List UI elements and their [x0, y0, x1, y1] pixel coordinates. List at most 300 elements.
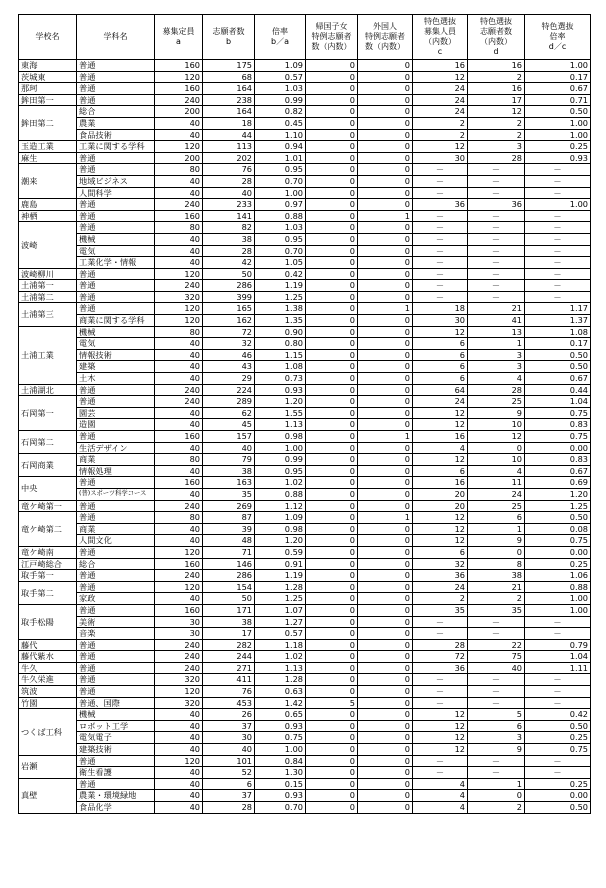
special-ratio-header: 特色選抜 倍率 d／c — [525, 15, 591, 60]
foreign-cell: 0 — [358, 407, 413, 419]
special-ratio-cell: 0.08 — [525, 523, 591, 535]
foreign-cell: 0 — [358, 199, 413, 211]
table-row — [19, 315, 591, 327]
school-name-cell: 石岡第二 — [19, 431, 77, 454]
special-ratio-cell: 0.50 — [525, 106, 591, 118]
table-row — [19, 778, 591, 790]
special-capacity-cell: 12 — [413, 523, 468, 535]
foreign-cell: 0 — [358, 488, 413, 500]
school-name-cell: 石岡商業 — [19, 454, 77, 477]
special-ratio-cell: 1.25 — [525, 500, 591, 512]
capacity-cell: 240 — [155, 396, 203, 408]
special-capacity-cell: 32 — [413, 558, 468, 570]
special-ratio-cell: 0.50 — [525, 802, 591, 814]
department-cell: 普通 — [77, 83, 155, 95]
returnee-cell: 0 — [306, 106, 358, 118]
table-row — [19, 720, 591, 732]
applicants-cell: 141 — [203, 210, 255, 222]
special-capacity-cell: 2 — [413, 129, 468, 141]
capacity-cell: 320 — [155, 674, 203, 686]
table-row — [19, 465, 591, 477]
school-name-cell: 中央 — [19, 477, 77, 500]
special-ratio-cell: 1.00 — [525, 604, 591, 616]
ratio-cell: 0.95 — [255, 465, 306, 477]
ratio-cell: 0.59 — [255, 546, 306, 558]
special-applicants-cell: 5 — [468, 709, 525, 721]
capacity-cell: 160 — [155, 558, 203, 570]
ratio-cell: 1.38 — [255, 303, 306, 315]
special-applicants-cell: 2 — [468, 593, 525, 605]
special-capacity-cell: 28 — [413, 639, 468, 651]
ratio-cell: 0.75 — [255, 732, 306, 744]
department-cell: 普通 — [77, 303, 155, 315]
department-cell: 商業に関する学科 — [77, 315, 155, 327]
returnee-cell: 0 — [306, 604, 358, 616]
special-capacity-cell: － — [413, 268, 468, 280]
table-row — [19, 512, 591, 524]
school-name-cell: 江戸崎総合 — [19, 558, 77, 570]
department-cell: 食品化学 — [77, 802, 155, 814]
capacity-cell: 240 — [155, 500, 203, 512]
foreign-cell: 0 — [358, 384, 413, 396]
ratio-cell: 0.82 — [255, 106, 306, 118]
special-applicants-cell: 11 — [468, 477, 525, 489]
table-row — [19, 686, 591, 698]
special-capacity-cell: 16 — [413, 431, 468, 443]
capacity-cell: 40 — [155, 767, 203, 779]
table-row — [19, 546, 591, 558]
capacity-cell: 160 — [155, 83, 203, 95]
department-cell: 普通 — [77, 222, 155, 234]
ratio-cell: 1.20 — [255, 396, 306, 408]
ratio-cell: 1.35 — [255, 315, 306, 327]
capacity-cell: 160 — [155, 604, 203, 616]
applicants-header: 志願者数 b — [203, 15, 255, 60]
applicants-cell: 44 — [203, 129, 255, 141]
header-row — [19, 15, 591, 60]
ratio-cell: 0.45 — [255, 117, 306, 129]
applicants-cell: 82 — [203, 222, 255, 234]
special-applicants-cell: 4 — [468, 465, 525, 477]
department-cell: 普通 — [77, 199, 155, 211]
foreign-cell: 0 — [358, 117, 413, 129]
table-row — [19, 361, 591, 373]
school-name-cell: 石岡第一 — [19, 396, 77, 431]
department-cell: 普通 — [77, 512, 155, 524]
department-cell: ロボット工学 — [77, 720, 155, 732]
applicants-cell: 32 — [203, 338, 255, 350]
capacity-cell: 40 — [155, 732, 203, 744]
foreign-cell: 0 — [358, 338, 413, 350]
table-row — [19, 802, 591, 814]
ratio-cell: 0.99 — [255, 454, 306, 466]
applicants-cell: 162 — [203, 315, 255, 327]
applicants-cell: 50 — [203, 593, 255, 605]
returnee-cell: 0 — [306, 349, 358, 361]
special-capacity-cell: 72 — [413, 651, 468, 663]
applicants-cell: 154 — [203, 581, 255, 593]
special-applicants-cell: － — [468, 767, 525, 779]
returnee-cell: 0 — [306, 488, 358, 500]
returnee-cell: 0 — [306, 268, 358, 280]
capacity-cell: 320 — [155, 697, 203, 709]
returnee-cell: 0 — [306, 326, 358, 338]
returnee-cell: 0 — [306, 535, 358, 547]
special-ratio-cell: 0.00 — [525, 790, 591, 802]
ratio-cell: 0.70 — [255, 802, 306, 814]
foreign-cell: 0 — [358, 651, 413, 663]
returnee-cell: 0 — [306, 558, 358, 570]
department-cell: 商業 — [77, 523, 155, 535]
applicants-cell: 87 — [203, 512, 255, 524]
table-row — [19, 141, 591, 153]
special-capacity-cell: 20 — [413, 500, 468, 512]
foreign-cell: 0 — [358, 604, 413, 616]
special-capacity-cell: 12 — [413, 71, 468, 83]
applicants-cell: 289 — [203, 396, 255, 408]
ratio-cell: 0.98 — [255, 431, 306, 443]
ratio-cell: 0.93 — [255, 384, 306, 396]
capacity-cell: 40 — [155, 419, 203, 431]
special-ratio-cell: 0.88 — [525, 581, 591, 593]
returnee-cell: 0 — [306, 720, 358, 732]
returnee-cell: 0 — [306, 338, 358, 350]
department-cell: 普通 — [77, 60, 155, 72]
applicants-cell: 28 — [203, 245, 255, 257]
school-name-cell: 取手第二 — [19, 581, 77, 604]
department-cell: 普通 — [77, 546, 155, 558]
table-row — [19, 83, 591, 95]
capacity-cell: 120 — [155, 71, 203, 83]
table-row — [19, 129, 591, 141]
returnee-cell: 0 — [306, 71, 358, 83]
applicants-cell: 71 — [203, 546, 255, 558]
foreign-cell: 0 — [358, 268, 413, 280]
admission-results-table — [18, 14, 591, 814]
department-cell: 園芸 — [77, 407, 155, 419]
foreign-cell: 0 — [358, 361, 413, 373]
returnee-cell: 0 — [306, 431, 358, 443]
department-cell: 普通 — [77, 755, 155, 767]
special-ratio-cell: － — [525, 291, 591, 303]
foreign-cell: 0 — [358, 106, 413, 118]
returnee-cell: 5 — [306, 697, 358, 709]
ratio-cell: 1.28 — [255, 581, 306, 593]
table-row — [19, 755, 591, 767]
applicants-cell: 146 — [203, 558, 255, 570]
foreign-cell: 0 — [358, 315, 413, 327]
special-ratio-cell: 0.75 — [525, 431, 591, 443]
applicants-cell: 40 — [203, 442, 255, 454]
table-row — [19, 535, 591, 547]
special-applicants-cell: 17 — [468, 94, 525, 106]
school-name-cell: 鹿島 — [19, 199, 77, 211]
special-ratio-cell: － — [525, 233, 591, 245]
special-applicants-cell: 1 — [468, 778, 525, 790]
department-cell: 普通 — [77, 268, 155, 280]
table-row — [19, 338, 591, 350]
special-applicants-cell: 9 — [468, 744, 525, 756]
special-applicants-cell: 36 — [468, 199, 525, 211]
foreign-cell: 0 — [358, 187, 413, 199]
school-name-cell: 藤代 — [19, 639, 77, 651]
table-row — [19, 767, 591, 779]
special-capacity-header: 特色選抜 募集人員 （内数） c — [413, 15, 468, 60]
special-capacity-cell: 2 — [413, 117, 468, 129]
special-ratio-cell: 0.79 — [525, 639, 591, 651]
school-name-cell: 潮来 — [19, 164, 77, 199]
department-cell: 総合 — [77, 558, 155, 570]
capacity-cell: 120 — [155, 268, 203, 280]
special-applicants-cell: 38 — [468, 570, 525, 582]
ratio-cell: 0.98 — [255, 523, 306, 535]
capacity-cell: 240 — [155, 651, 203, 663]
foreign-cell: 0 — [358, 280, 413, 292]
special-ratio-cell: 0.69 — [525, 477, 591, 489]
special-applicants-cell: － — [468, 280, 525, 292]
capacity-cell: 240 — [155, 199, 203, 211]
returnee-cell: 0 — [306, 210, 358, 222]
ratio-cell: 1.00 — [255, 442, 306, 454]
applicants-cell: 62 — [203, 407, 255, 419]
department-cell: 農業・環境緑地 — [77, 790, 155, 802]
ratio-cell: 0.73 — [255, 373, 306, 385]
department-cell: 情報技術 — [77, 349, 155, 361]
capacity-cell: 40 — [155, 465, 203, 477]
special-applicants-cell: 9 — [468, 407, 525, 419]
capacity-cell: 40 — [155, 349, 203, 361]
capacity-cell: 120 — [155, 141, 203, 153]
school-name-cell: 神栖 — [19, 210, 77, 222]
special-capacity-cell: － — [413, 233, 468, 245]
special-ratio-cell: 0.75 — [525, 535, 591, 547]
school-name-cell: 竜ケ崎第一 — [19, 500, 77, 512]
foreign-cell: 0 — [358, 233, 413, 245]
school-name-cell: 茨城東 — [19, 71, 77, 83]
department-cell: 食品技術 — [77, 129, 155, 141]
special-ratio-cell: － — [525, 187, 591, 199]
returnee-cell: 0 — [306, 94, 358, 106]
capacity-cell: 120 — [155, 581, 203, 593]
special-ratio-cell: 0.42 — [525, 709, 591, 721]
department-cell: 普通 — [77, 477, 155, 489]
special-applicants-cell: － — [468, 175, 525, 187]
foreign-cell: 0 — [358, 257, 413, 269]
special-applicants-cell: － — [468, 222, 525, 234]
special-applicants-cell: 41 — [468, 315, 525, 327]
applicants-cell: 76 — [203, 164, 255, 176]
capacity-cell: 30 — [155, 616, 203, 628]
foreign-cell: 0 — [358, 291, 413, 303]
capacity-cell: 40 — [155, 790, 203, 802]
capacity-cell: 120 — [155, 686, 203, 698]
table-row — [19, 60, 591, 72]
special-applicants-cell: － — [468, 628, 525, 640]
special-ratio-cell: － — [525, 175, 591, 187]
department-cell: 電気 — [77, 245, 155, 257]
special-ratio-cell: 1.11 — [525, 662, 591, 674]
returnee-cell: 0 — [306, 651, 358, 663]
special-capacity-cell: 2 — [413, 593, 468, 605]
capacity-cell: 40 — [155, 233, 203, 245]
returnee-cell: 0 — [306, 396, 358, 408]
special-capacity-cell: 4 — [413, 778, 468, 790]
special-ratio-cell: 1.08 — [525, 326, 591, 338]
table-row — [19, 593, 591, 605]
department-cell: 普通 — [77, 431, 155, 443]
capacity-cell: 160 — [155, 60, 203, 72]
department-cell: 商業 — [77, 454, 155, 466]
applicants-cell: 113 — [203, 141, 255, 153]
applicants-cell: 38 — [203, 233, 255, 245]
returnee-cell: 0 — [306, 315, 358, 327]
capacity-cell: 40 — [155, 744, 203, 756]
table-row — [19, 454, 591, 466]
special-applicants-cell: － — [468, 616, 525, 628]
returnee-cell: 0 — [306, 83, 358, 95]
department-cell: (普)スポーツ科学コース — [77, 488, 155, 500]
special-applicants-cell: 28 — [468, 384, 525, 396]
foreign-cell: 0 — [358, 71, 413, 83]
returnee-cell: 0 — [306, 141, 358, 153]
ratio-cell: 0.93 — [255, 720, 306, 732]
special-capacity-cell: 12 — [413, 512, 468, 524]
special-ratio-cell: 0.50 — [525, 512, 591, 524]
school-name-cell: つくば工科 — [19, 709, 77, 755]
table-row — [19, 71, 591, 83]
returnee-header: 帰国子女 特例志願者 数（内数） — [306, 15, 358, 60]
foreign-cell: 0 — [358, 396, 413, 408]
ratio-cell: 1.18 — [255, 639, 306, 651]
capacity-cell: 40 — [155, 778, 203, 790]
ratio-cell: 1.25 — [255, 593, 306, 605]
table-row — [19, 199, 591, 211]
department-cell: 情報処理 — [77, 465, 155, 477]
table-row — [19, 431, 591, 443]
special-capacity-cell: － — [413, 280, 468, 292]
special-ratio-cell: － — [525, 280, 591, 292]
department-cell: 普通 — [77, 662, 155, 674]
special-capacity-cell: － — [413, 755, 468, 767]
returnee-cell: 0 — [306, 570, 358, 582]
table-row — [19, 280, 591, 292]
department-cell: 普通 — [77, 500, 155, 512]
foreign-cell: 0 — [358, 778, 413, 790]
table-row — [19, 106, 591, 118]
capacity-cell: 240 — [155, 384, 203, 396]
department-cell: 建築技術 — [77, 744, 155, 756]
table-row — [19, 744, 591, 756]
applicants-cell: 42 — [203, 257, 255, 269]
table-row — [19, 709, 591, 721]
department-cell: 普通 — [77, 581, 155, 593]
foreign-cell: 0 — [358, 697, 413, 709]
table-row — [19, 175, 591, 187]
returnee-cell: 0 — [306, 767, 358, 779]
table-row — [19, 210, 591, 222]
school-name-cell: 土浦第三 — [19, 303, 77, 326]
foreign-cell: 1 — [358, 512, 413, 524]
foreign-cell: 0 — [358, 326, 413, 338]
foreign-cell: 0 — [358, 662, 413, 674]
ratio-cell: 1.00 — [255, 744, 306, 756]
table-row — [19, 604, 591, 616]
ratio-cell: 0.70 — [255, 175, 306, 187]
foreign-cell: 0 — [358, 709, 413, 721]
special-capacity-cell: 6 — [413, 349, 468, 361]
school-name-cell: 牛久 — [19, 662, 77, 674]
school-name-cell: 土浦第一 — [19, 280, 77, 292]
capacity-cell: 240 — [155, 280, 203, 292]
ratio-cell: 1.08 — [255, 361, 306, 373]
foreign-cell: 1 — [358, 210, 413, 222]
special-ratio-cell: 0.00 — [525, 546, 591, 558]
returnee-cell: 0 — [306, 686, 358, 698]
table-row — [19, 697, 591, 709]
capacity-cell: 40 — [155, 257, 203, 269]
foreign-cell: 0 — [358, 558, 413, 570]
special-applicants-cell: － — [468, 674, 525, 686]
foreign-cell: 0 — [358, 373, 413, 385]
department-cell: 普通 — [77, 152, 155, 164]
table-row — [19, 233, 591, 245]
special-applicants-cell: 28 — [468, 152, 525, 164]
special-ratio-cell: 1.37 — [525, 315, 591, 327]
returnee-cell: 0 — [306, 744, 358, 756]
returnee-cell: 0 — [306, 373, 358, 385]
capacity-cell: 40 — [155, 117, 203, 129]
special-capacity-cell: － — [413, 175, 468, 187]
special-ratio-cell: 1.00 — [525, 593, 591, 605]
special-capacity-cell: 20 — [413, 488, 468, 500]
special-capacity-cell: 12 — [413, 141, 468, 153]
special-ratio-cell: 0.50 — [525, 361, 591, 373]
school-name-cell: 麻生 — [19, 152, 77, 164]
ratio-cell: 1.03 — [255, 222, 306, 234]
special-applicants-cell: 4 — [468, 373, 525, 385]
returnee-cell: 0 — [306, 419, 358, 431]
special-capacity-cell: － — [413, 767, 468, 779]
special-capacity-cell: 12 — [413, 709, 468, 721]
department-cell: 衛生看護 — [77, 767, 155, 779]
school-name-cell: 東海 — [19, 60, 77, 72]
capacity-cell: 40 — [155, 129, 203, 141]
special-ratio-cell: 1.04 — [525, 651, 591, 663]
applicants-cell: 269 — [203, 500, 255, 512]
capacity-cell: 120 — [155, 315, 203, 327]
department-cell: 普通 — [77, 570, 155, 582]
special-ratio-cell: － — [525, 755, 591, 767]
special-ratio-cell: 0.25 — [525, 141, 591, 153]
school-name-cell: 竜ケ崎第二 — [19, 512, 77, 547]
ratio-cell: 1.28 — [255, 674, 306, 686]
foreign-cell: 0 — [358, 222, 413, 234]
table-row — [19, 500, 591, 512]
applicants-cell: 171 — [203, 604, 255, 616]
capacity-cell: 200 — [155, 106, 203, 118]
applicants-cell: 101 — [203, 755, 255, 767]
applicants-cell: 39 — [203, 523, 255, 535]
returnee-cell: 0 — [306, 175, 358, 187]
returnee-cell: 0 — [306, 500, 358, 512]
department-cell: 普通 — [77, 384, 155, 396]
table-row — [19, 662, 591, 674]
returnee-cell: 0 — [306, 732, 358, 744]
special-applicants-cell: 21 — [468, 581, 525, 593]
ratio-cell: 0.63 — [255, 686, 306, 698]
special-ratio-cell: 0.25 — [525, 558, 591, 570]
returnee-cell: 0 — [306, 152, 358, 164]
